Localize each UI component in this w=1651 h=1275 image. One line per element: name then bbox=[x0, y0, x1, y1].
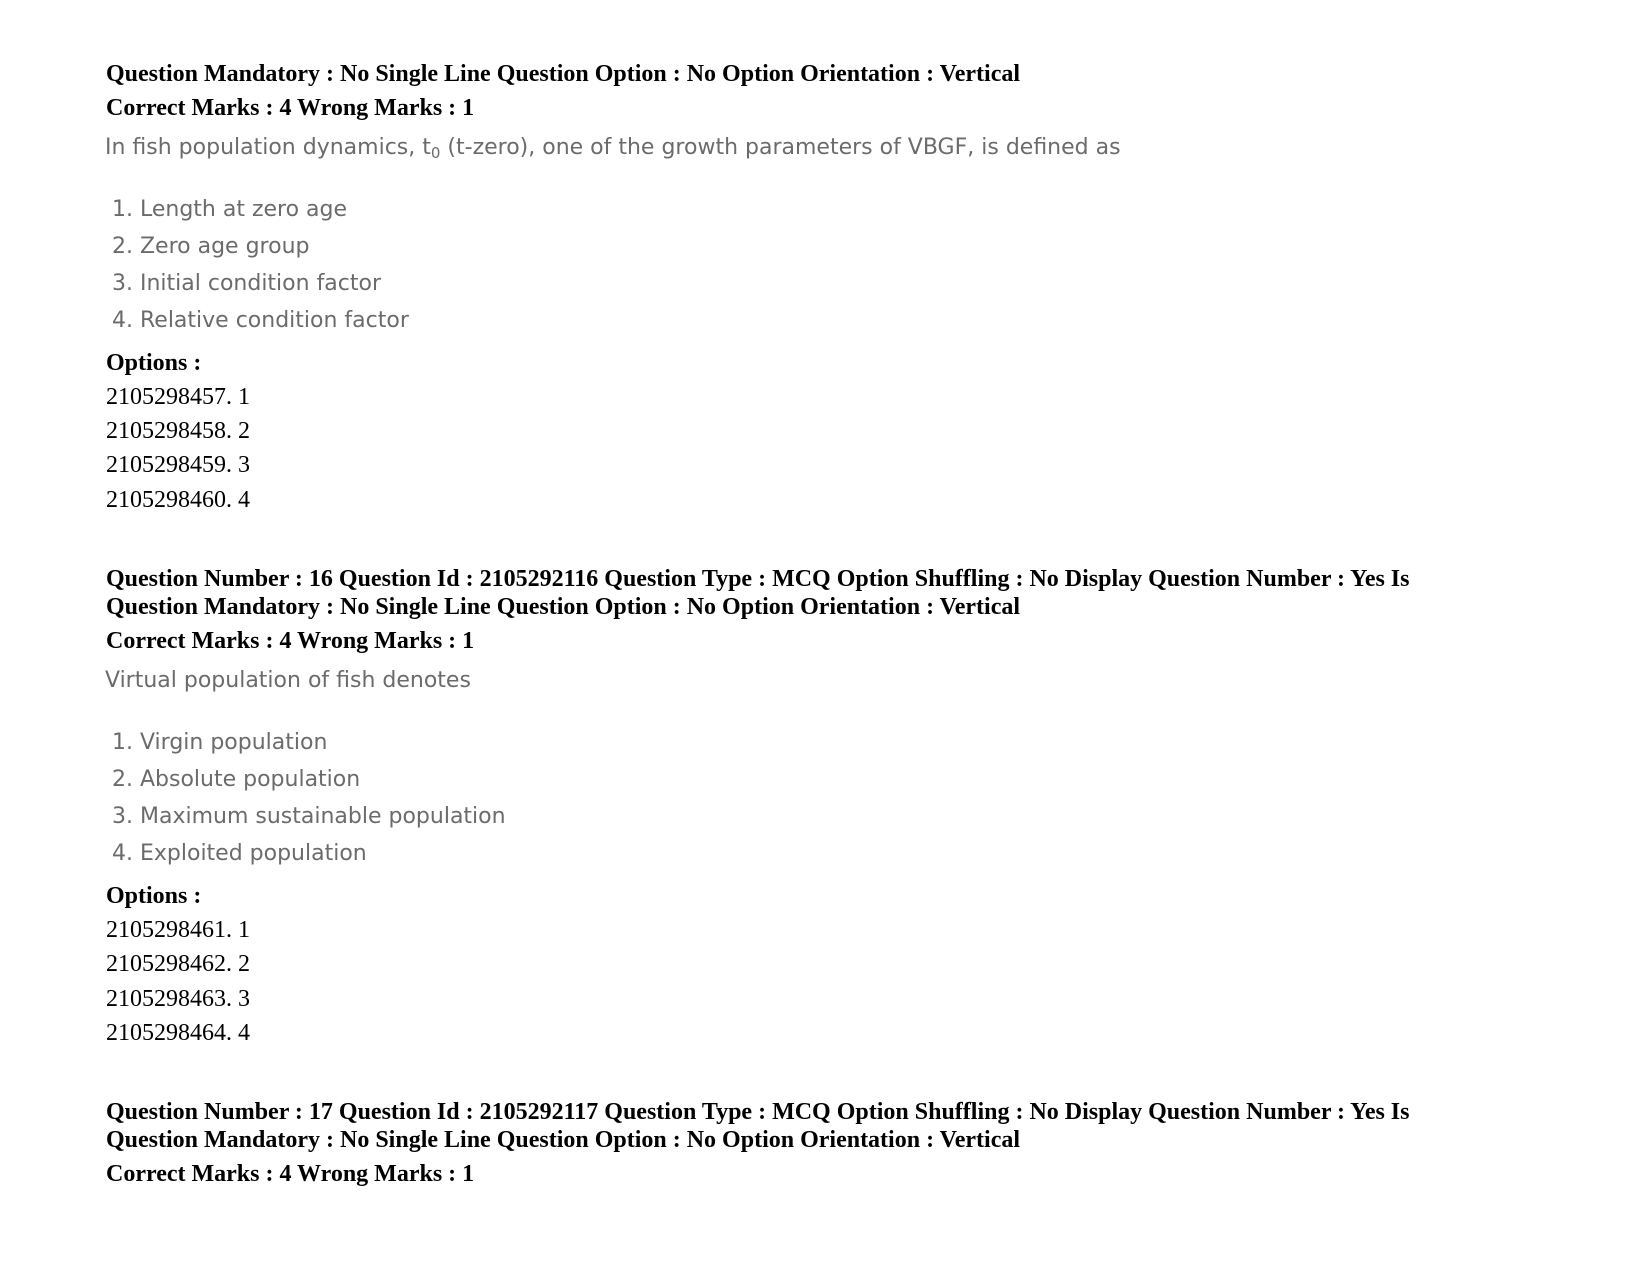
question-meta-line: Question Mandatory : No Single Line Question Option : No Option Orientation : Vertical bbox=[106, 594, 1021, 620]
marks-line: Correct Marks : 4 Wrong Marks : 1 bbox=[106, 1161, 475, 1187]
subscript: 0 bbox=[430, 144, 441, 162]
option-id-row: 2105298462. 2 bbox=[106, 951, 250, 977]
answer-choice: 4. Exploited population bbox=[112, 841, 367, 866]
answer-choice: 3. Initial condition factor bbox=[112, 271, 382, 296]
marks-line: Correct Marks : 4 Wrong Marks : 1 bbox=[106, 95, 475, 121]
option-id-row: 2105298461. 1 bbox=[106, 917, 250, 943]
question-meta-line: Question Mandatory : No Single Line Question Option : No Option Orientation : Vertical bbox=[106, 61, 1021, 87]
answer-choice: 4. Relative condition factor bbox=[112, 308, 409, 333]
question-meta-line: Question Number : 17 Question Id : 2105292117 Question Type : MCQ Option Shuffling : No Display Question Number : Yes Is bbox=[106, 1099, 1410, 1125]
question-text-part: In fish population dynamics, t bbox=[105, 135, 431, 160]
question-text: Virtual population of fish denotes bbox=[105, 668, 471, 693]
question-text-part: (t-zero), one of the growth parameters of VBGF, is defined as bbox=[440, 135, 1121, 160]
question-meta-line: Question Mandatory : No Single Line Question Option : No Option Orientation : Vertical bbox=[106, 1127, 1021, 1153]
option-id-row: 2105298464. 4 bbox=[106, 1020, 250, 1046]
answer-choice: 1. Length at zero age bbox=[112, 197, 348, 222]
option-id-row: 2105298460. 4 bbox=[106, 487, 250, 513]
answer-choice: 3. Maximum sustainable population bbox=[112, 804, 506, 829]
options-heading: Options : bbox=[106, 350, 202, 376]
question-text bbox=[105, 134, 1121, 162]
answer-choice: 2. Absolute population bbox=[112, 767, 361, 792]
option-id-row: 2105298459. 3 bbox=[106, 452, 250, 478]
option-id-row: 2105298457. 1 bbox=[106, 384, 250, 410]
answer-choice: 1. Virgin population bbox=[112, 730, 328, 755]
option-id-row: 2105298463. 3 bbox=[106, 986, 250, 1012]
option-id-row: 2105298458. 2 bbox=[106, 418, 250, 444]
marks-line: Correct Marks : 4 Wrong Marks : 1 bbox=[106, 628, 475, 654]
answer-choice: 2. Zero age group bbox=[112, 234, 310, 259]
question-meta-line: Question Number : 16 Question Id : 2105292116 Question Type : MCQ Option Shuffling : No Display Question Number : Yes Is bbox=[106, 566, 1410, 592]
options-heading: Options : bbox=[106, 883, 202, 909]
